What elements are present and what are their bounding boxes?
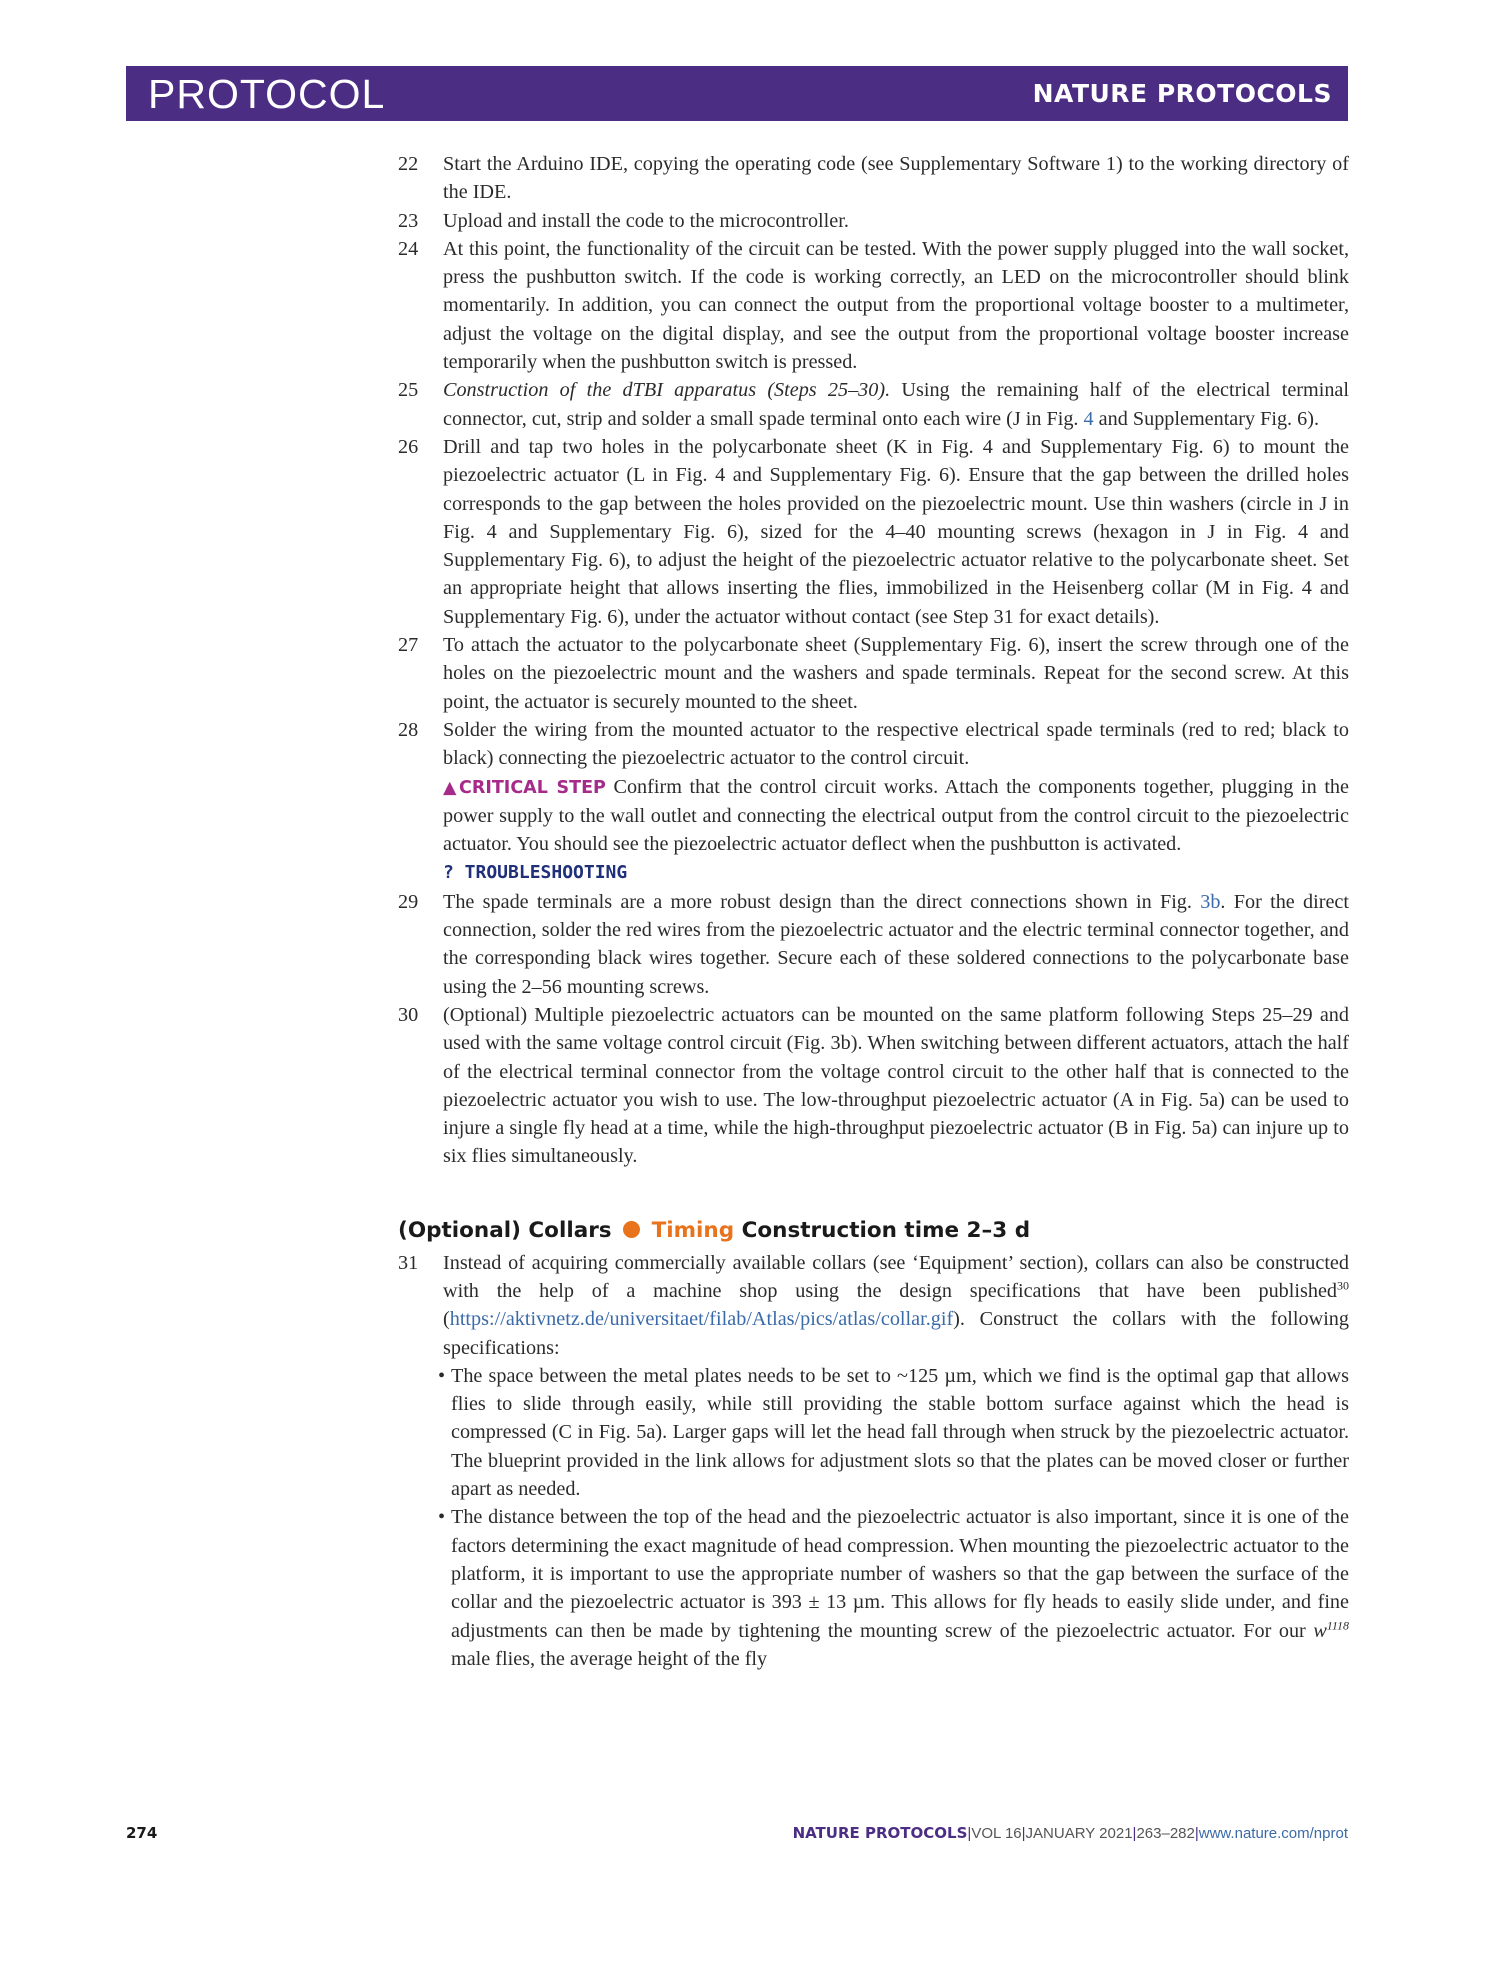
bullet-item: [398, 1503, 1349, 1673]
step-31: 31 Instead of acquiring commercially available collars (see ‘Equipment’ section), collars can also be constructed with the help of a machine shop using the design specifications that have been published$^{30}$ (https://aktivnetz.de/universitaet/filab/Atlas/pics/atlas/collar.gif). Construct the collars with the following specifications:: [398, 1249, 1349, 1362]
step-text: Instead of acquiring commercially available collars (see ‘Equipment’ section), collars can also be constructed with the help of a machine shop using the design specifications that have been published: [443, 1251, 1349, 1302]
section-heading-collars: [398, 1216, 1349, 1246]
footer-pages: 263–282: [1136, 1825, 1195, 1842]
footer-date: JANUARY 2021: [1025, 1825, 1133, 1842]
reference-superscript[interactable]: 30: [1337, 1278, 1349, 1293]
step-text: At this point, the functionality of the circuit can be tested. With the power supply plugged into the wall socket, press the pushbutton switch. If the code is working correctly, an LED on the microcontroller should blink momentarily. In addition, you can connect the output from the proportional voltage booster to a multimeter, adjust the voltage on the digital display, and see the output from the proportional voltage booster increase temporarily when the pushbutton switch is pressed.: [443, 237, 1349, 374]
critical-step-text: Confirm that the control circuit works. Attach the components together, plugging in the power supply to the wall outlet and connecting the electrical output from the control circuit to the piezoelectric actuator. You should see the piezoelectric actuator deflect when the pushbutton is activated.: [443, 775, 1349, 856]
step-number: 28: [398, 718, 419, 741]
step-22: [398, 150, 1349, 207]
step-27: [398, 631, 1349, 716]
step-number: 22: [398, 153, 419, 175]
step-subheading: Construction of the dTBI apparatus (Steps 25–30).: [443, 379, 891, 402]
step-26: [398, 433, 1349, 631]
step-24: [398, 235, 1349, 376]
timing-label: Timing: [651, 1217, 735, 1243]
bullet-text: The distance between the top of the head and the piezoelectric actuator is also important, since it is one of the factors determining the exact magnitude of head compression. When mounting the piezoelectric actuator to the platform, it is important to use the appropriate number of washers so that the gap between the surface of the collar and the piezoelectric actuator is 393 ± 13 µm. This allows for fly heads to easily slide under, and fine adjustments can then be made by tightening the mounting screw of the piezoelectric actuator. For our: [451, 1506, 1349, 1642]
step-number: 24: [398, 237, 419, 260]
bullet-text-end: male flies, the average height of the fly: [451, 1647, 768, 1670]
step-text-end: and Supplementary Fig. 6).: [1093, 407, 1320, 430]
genotype-superscript: 1118: [1326, 1617, 1349, 1632]
step-29: [398, 888, 1349, 1001]
step-text: (Optional) Multiple piezoelectric actuators can be mounted on the same platform following Steps 25–29 and used with the same voltage control circuit (Fig. 3b). When switching between different actuators, attach the half of the electrical terminal connector from the voltage control circuit to the other half that is connected to the piezoelectric actuator you wish to use. The low-throughput piezoelectric actuator (A in Fig. 5a) can be used to injure a single fly head at a time, while the high-throughput piezoelectric actuator (B in Fig. 5a) can injure up to six flies simultaneously.: [443, 1003, 1349, 1168]
genotype: w: [1313, 1619, 1327, 1642]
step-number: 30: [398, 1003, 419, 1026]
step-number: 23: [398, 209, 419, 232]
troubleshooting-label[interactable]: ? TROUBLESHOOTING: [443, 862, 628, 884]
step-30: [398, 1001, 1349, 1171]
journal-label: NATURE PROTOCOLS: [1032, 79, 1332, 108]
troubleshooting-note: [398, 858, 1349, 887]
step-text: Start the Arduino IDE, copying the operating code (see Supplementary Software 1) to the working directory of the IDE.: [443, 153, 1349, 204]
footer-journal-name: NATURE PROTOCOLS: [792, 1824, 968, 1842]
step-number: 29: [398, 890, 419, 913]
collar-url-link[interactable]: https://aktivnetz.de/universitaet/filab/Atlas/pics/atlas/collar.gif: [449, 1308, 954, 1331]
step-23: [398, 207, 1349, 235]
header-bar: [126, 66, 1348, 121]
section-label: PROTOCOL: [148, 71, 386, 117]
step-text-end: . For the direct connection, solder the red wires from the piezoelectric actuator and the electric terminal connector together, and the corresponding black wires together. Secure each of these soldered connections to the polycarbonate base using the 2–56 mounting screws.: [443, 890, 1349, 998]
bullet-text: The space between the metal plates needs to be set to ~125 µm, which we find is the optimal gap that allows flies to slide through easily, while still providing the stable bottom surface against which the head is compressed (C in Fig. 5a). Larger gaps will let the head fall through when struck by the piezoelectric actuator. The blueprint provided in the link allows for adjustment slots so that the plates can be moved closer or further apart as needed.: [451, 1364, 1349, 1501]
step-28: [398, 716, 1349, 773]
step-number: 26: [398, 435, 419, 458]
step-text-end: ). Construct the collars with the following specifications:: [443, 1308, 1349, 1359]
bullet-icon: •: [438, 1364, 446, 1387]
step-text: Drill and tap two holes in the polycarbonate sheet (K in Fig. 4 and Supplementary Fig. 6) to mount the piezoelectric actuator (L in Fig. 4 and Supplementary Fig. 6). Ensure that the gap between the drilled holes corresponds to the gap between the holes provided on the piezoelectric mount. Use thin washers (circle in J in Fig. 4 and Supplementary Fig. 6), sized for the 4–40 mounting screws (hexagon in J in Fig. 4 and Supplementary Fig. 6), to adjust the height of the piezoelectric actuator relative to the polycarbonate sheet. Set an appropriate height that allows inserting the flies, immobilized in the Heisenberg collar (M in Fig. 4 and Supplementary Fig. 6), under the actuator without contact (see Step 31 for exact details).: [443, 435, 1349, 628]
timing-dot-icon: [623, 1221, 640, 1238]
footer-url-link[interactable]: www.nature.com/nprot: [1198, 1825, 1348, 1842]
bullet-icon: •: [438, 1506, 446, 1529]
main-content: [398, 150, 1349, 1673]
figure-link[interactable]: 4: [1083, 407, 1094, 430]
step-text: The spade terminals are a more robust design than the direct connections shown in Fig.: [443, 890, 1201, 913]
step-text: To attach the actuator to the polycarbonate sheet (Supplementary Fig. 6), insert the screw through one of the holes on the piezoelectric mount and the washers and spade terminals. Repeat for the second screw. At this point, the actuator is securely mounted to the sheet.: [443, 634, 1349, 713]
footer-volume: VOL 16: [971, 1825, 1022, 1842]
timing-value: Construction time 2–3 d: [741, 1217, 1031, 1243]
step-number: 27: [398, 634, 419, 657]
footer-citation: NATURE PROTOCOLS|VOL 16|JANUARY 2021|263–282|www.nature.com/nprot: [792, 1824, 1348, 1842]
section-heading-text: (Optional) Collars: [398, 1217, 612, 1243]
step-text: Upload and install the code to the microcontroller.: [443, 209, 849, 232]
critical-step-note: [398, 773, 1349, 859]
step-text: Using the remaining half of the electrical terminal connector, cut, strip and solder a small spade terminal onto each wire (J in Fig.: [443, 379, 1350, 430]
figure-link[interactable]: 3b: [1200, 890, 1221, 913]
step-text: Solder the wiring from the mounted actuator to the respective electrical spade terminals (red to red; black to black) connecting the piezoelectric actuator to the control circuit.: [443, 718, 1349, 770]
step-25: [398, 376, 1349, 433]
step-number: 25: [398, 379, 419, 402]
page-number: 274: [126, 1824, 158, 1842]
step-number: 31: [398, 1251, 419, 1274]
bullet-item: [398, 1362, 1349, 1503]
critical-step-label: ▲CRITICAL STEP: [443, 777, 606, 798]
